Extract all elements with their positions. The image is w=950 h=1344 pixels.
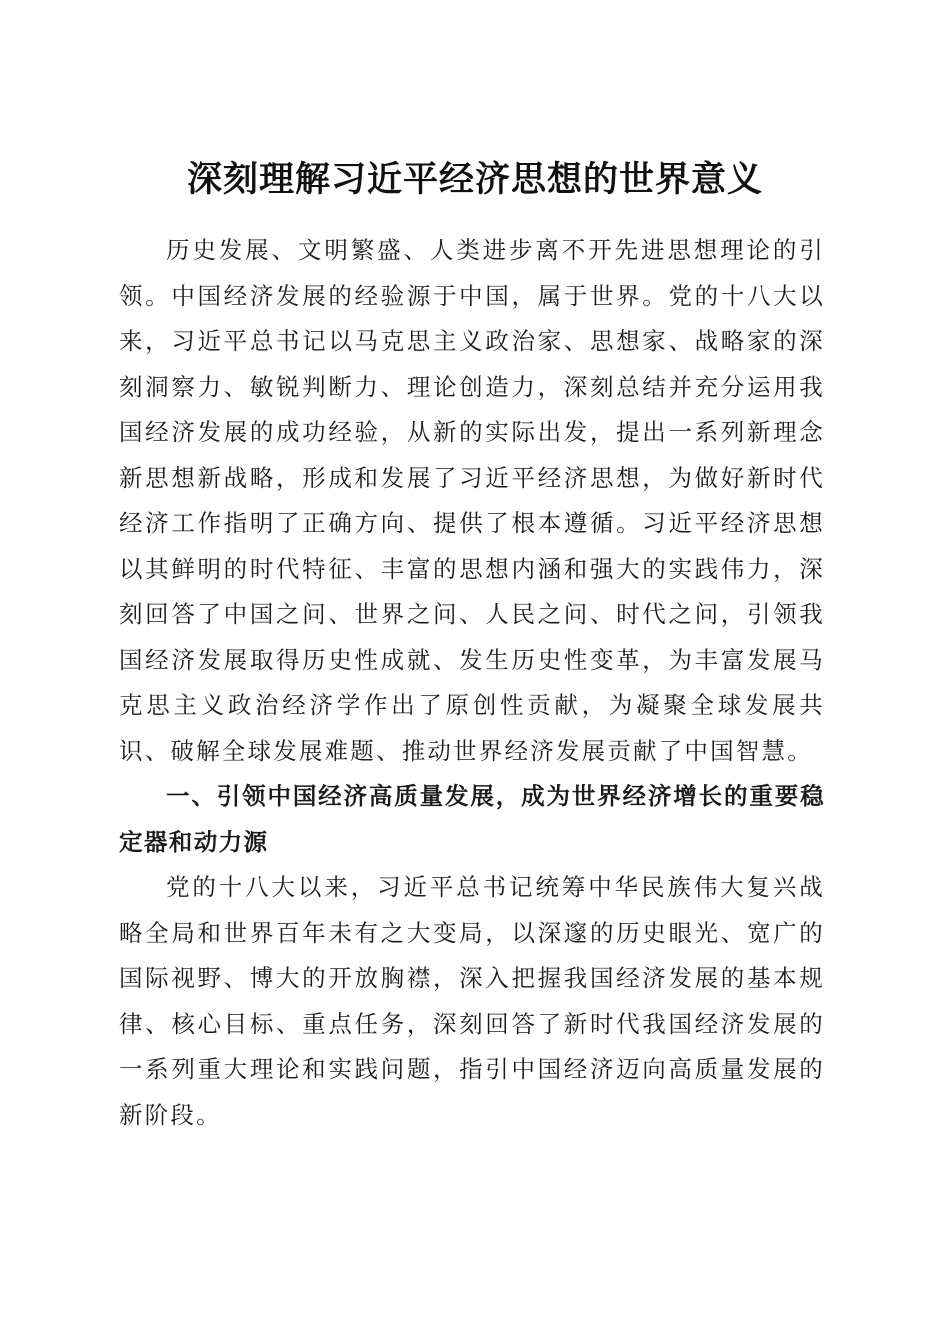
section-1-paragraph: 党的十八大以来，习近平总书记统筹中华民族伟大复兴战略全局和世界百年未有之大变局，以深邃的历史眼光、宽广的国际视野、博大的开放胸襟，深入把握我国经济发展的基本规律、核心目标、重点任务，深刻回答了新时代我国经济发展的一系列重大理论和实践问题，指引中国经济迈向高质量发展的新阶段。: [119, 873, 825, 1129]
document-title: 深刻理解习近平经济思想的世界意义: [186, 159, 763, 201]
section-heading-1: 一、引领中国经济高质量发展，成为世界经济增长的重要稳定器和动力源: [119, 782, 825, 856]
document-body: [119, 228, 825, 1138]
intro-paragraph: 历史发展、文明繁盛、人类进步离不开先进思想理论的引领。中国经济发展的经验源于中国，属于世界。党的十八大以来，习近平总书记以马克思主义政治家、思想家、战略家的深刻洞察力、敏锐判断力、理论创造力，深刻总结并充分运用我国经济发展的成功经验，从新的实际出发，提出一系列新理念新思想新战略，形成和发展了习近平经济思想，为做好新时代经济工作指明了正确方向、提供了根本遵循。习近平经济思想以其鲜明的时代特征、丰富的思想内涵和强大的实践伟力，深刻回答了中国之问、世界之问、人民之问、时代之问，引领我国经济发展取得历史性成就、发生历史性变革，为丰富发展马克思主义政治经济学作出了原创性贡献，为凝聚全球发展共识、破解全球发展难题、推动世界经济发展贡献了中国智慧。: [119, 236, 825, 765]
